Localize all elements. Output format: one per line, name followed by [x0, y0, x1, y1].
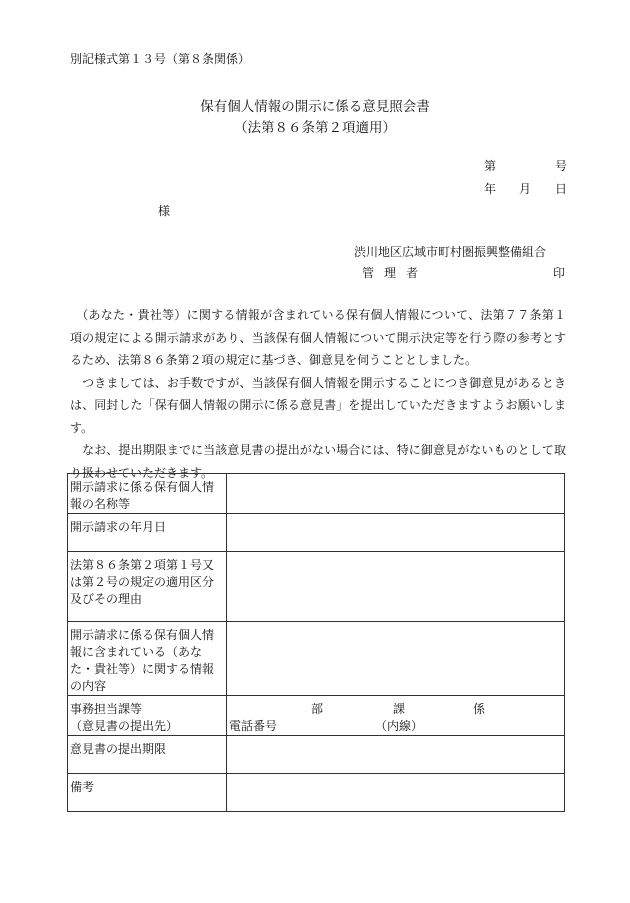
row-label-info-name: 開示請求に係る保有個人情報の名称等 [68, 474, 227, 514]
table-row [68, 774, 565, 812]
row-value-deadline[interactable] [227, 736, 565, 774]
table-row [68, 514, 565, 552]
row-label-request-date: 開示請求の年月日 [68, 514, 227, 552]
info-table [67, 473, 565, 812]
contact-dept-line [229, 701, 562, 718]
seal-mark: 印 [553, 266, 566, 280]
addressee-honorific: 様 [158, 204, 171, 218]
section-label: 課 [393, 702, 406, 716]
contact-label-line1: 事務担当課等 [70, 702, 143, 716]
sender-organization: 渋川地区広域市町村圏振興整備組合 [354, 245, 547, 259]
contact-phone-line [229, 718, 562, 735]
extension-label: （内線） [375, 719, 424, 733]
document-number-suffix: 号 [555, 159, 568, 173]
body-paragraph-1: （あなた・貴社等）に関する情報が含まれている保有個人情報について、法第７７条第１項の規定による開示請求があり、当該保有個人情報について開示決定等を行う際の参考とするため、法第８６条第２項の規定に基づき、御意見を伺うこととしました。 [70, 308, 566, 367]
body-paragraph-2: つきましては、お手数ですが、当該保有個人情報を開示することにつき御意見があるときは、同封した「保有個人情報の開示に係る意見書」を提出していただきますようお願いします。 [70, 375, 566, 435]
date-year-label: 年 [484, 182, 497, 196]
form-number: 別記様式第１３号（第８条関係） [70, 52, 251, 66]
contact-label-line2: （意見書の提出先） [70, 719, 179, 733]
table-row [68, 474, 565, 514]
subsection-label: 係 [473, 702, 486, 716]
table-row [68, 552, 565, 622]
sender-title: 管理者 [362, 266, 429, 280]
row-value-applicable-category[interactable] [227, 552, 565, 622]
body-text [70, 304, 566, 484]
department-label: 部 [311, 702, 324, 716]
date-day-label: 日 [555, 182, 568, 196]
table-row [68, 736, 565, 774]
row-label-applicable-category: 法第８６条第２項第１号又は第２号の規定の適用区分及びその理由 [68, 552, 227, 622]
body-paragraph-3: なお、提出期限までに当該意見書の提出がない場合には、特に御意見がないものとして取り扱わせていただきます。 [70, 443, 566, 480]
table-row [68, 622, 565, 696]
row-label-info-content: 開示請求に係る保有個人情報に含まれている（あなた・貴社等）に関する情報の内容 [68, 622, 227, 696]
row-value-info-name[interactable] [227, 474, 565, 514]
row-value-remarks[interactable] [227, 774, 565, 812]
row-label-remarks: 備考 [68, 774, 227, 812]
phone-label: 電話番号 [229, 719, 278, 733]
date-month-label: 月 [519, 182, 532, 196]
table-row [68, 696, 565, 736]
row-value-request-date[interactable] [227, 514, 565, 552]
document-title: 保有個人情報の開示に係る意見照会書 [200, 99, 430, 115]
row-label-contact [68, 696, 227, 736]
document-number-prefix: 第 [484, 159, 497, 173]
row-label-deadline: 意見書の提出期限 [68, 736, 227, 774]
row-value-contact[interactable] [227, 696, 565, 736]
row-value-info-content[interactable] [227, 622, 565, 696]
document-subtitle: （法第８６条第２項適用） [234, 120, 396, 136]
